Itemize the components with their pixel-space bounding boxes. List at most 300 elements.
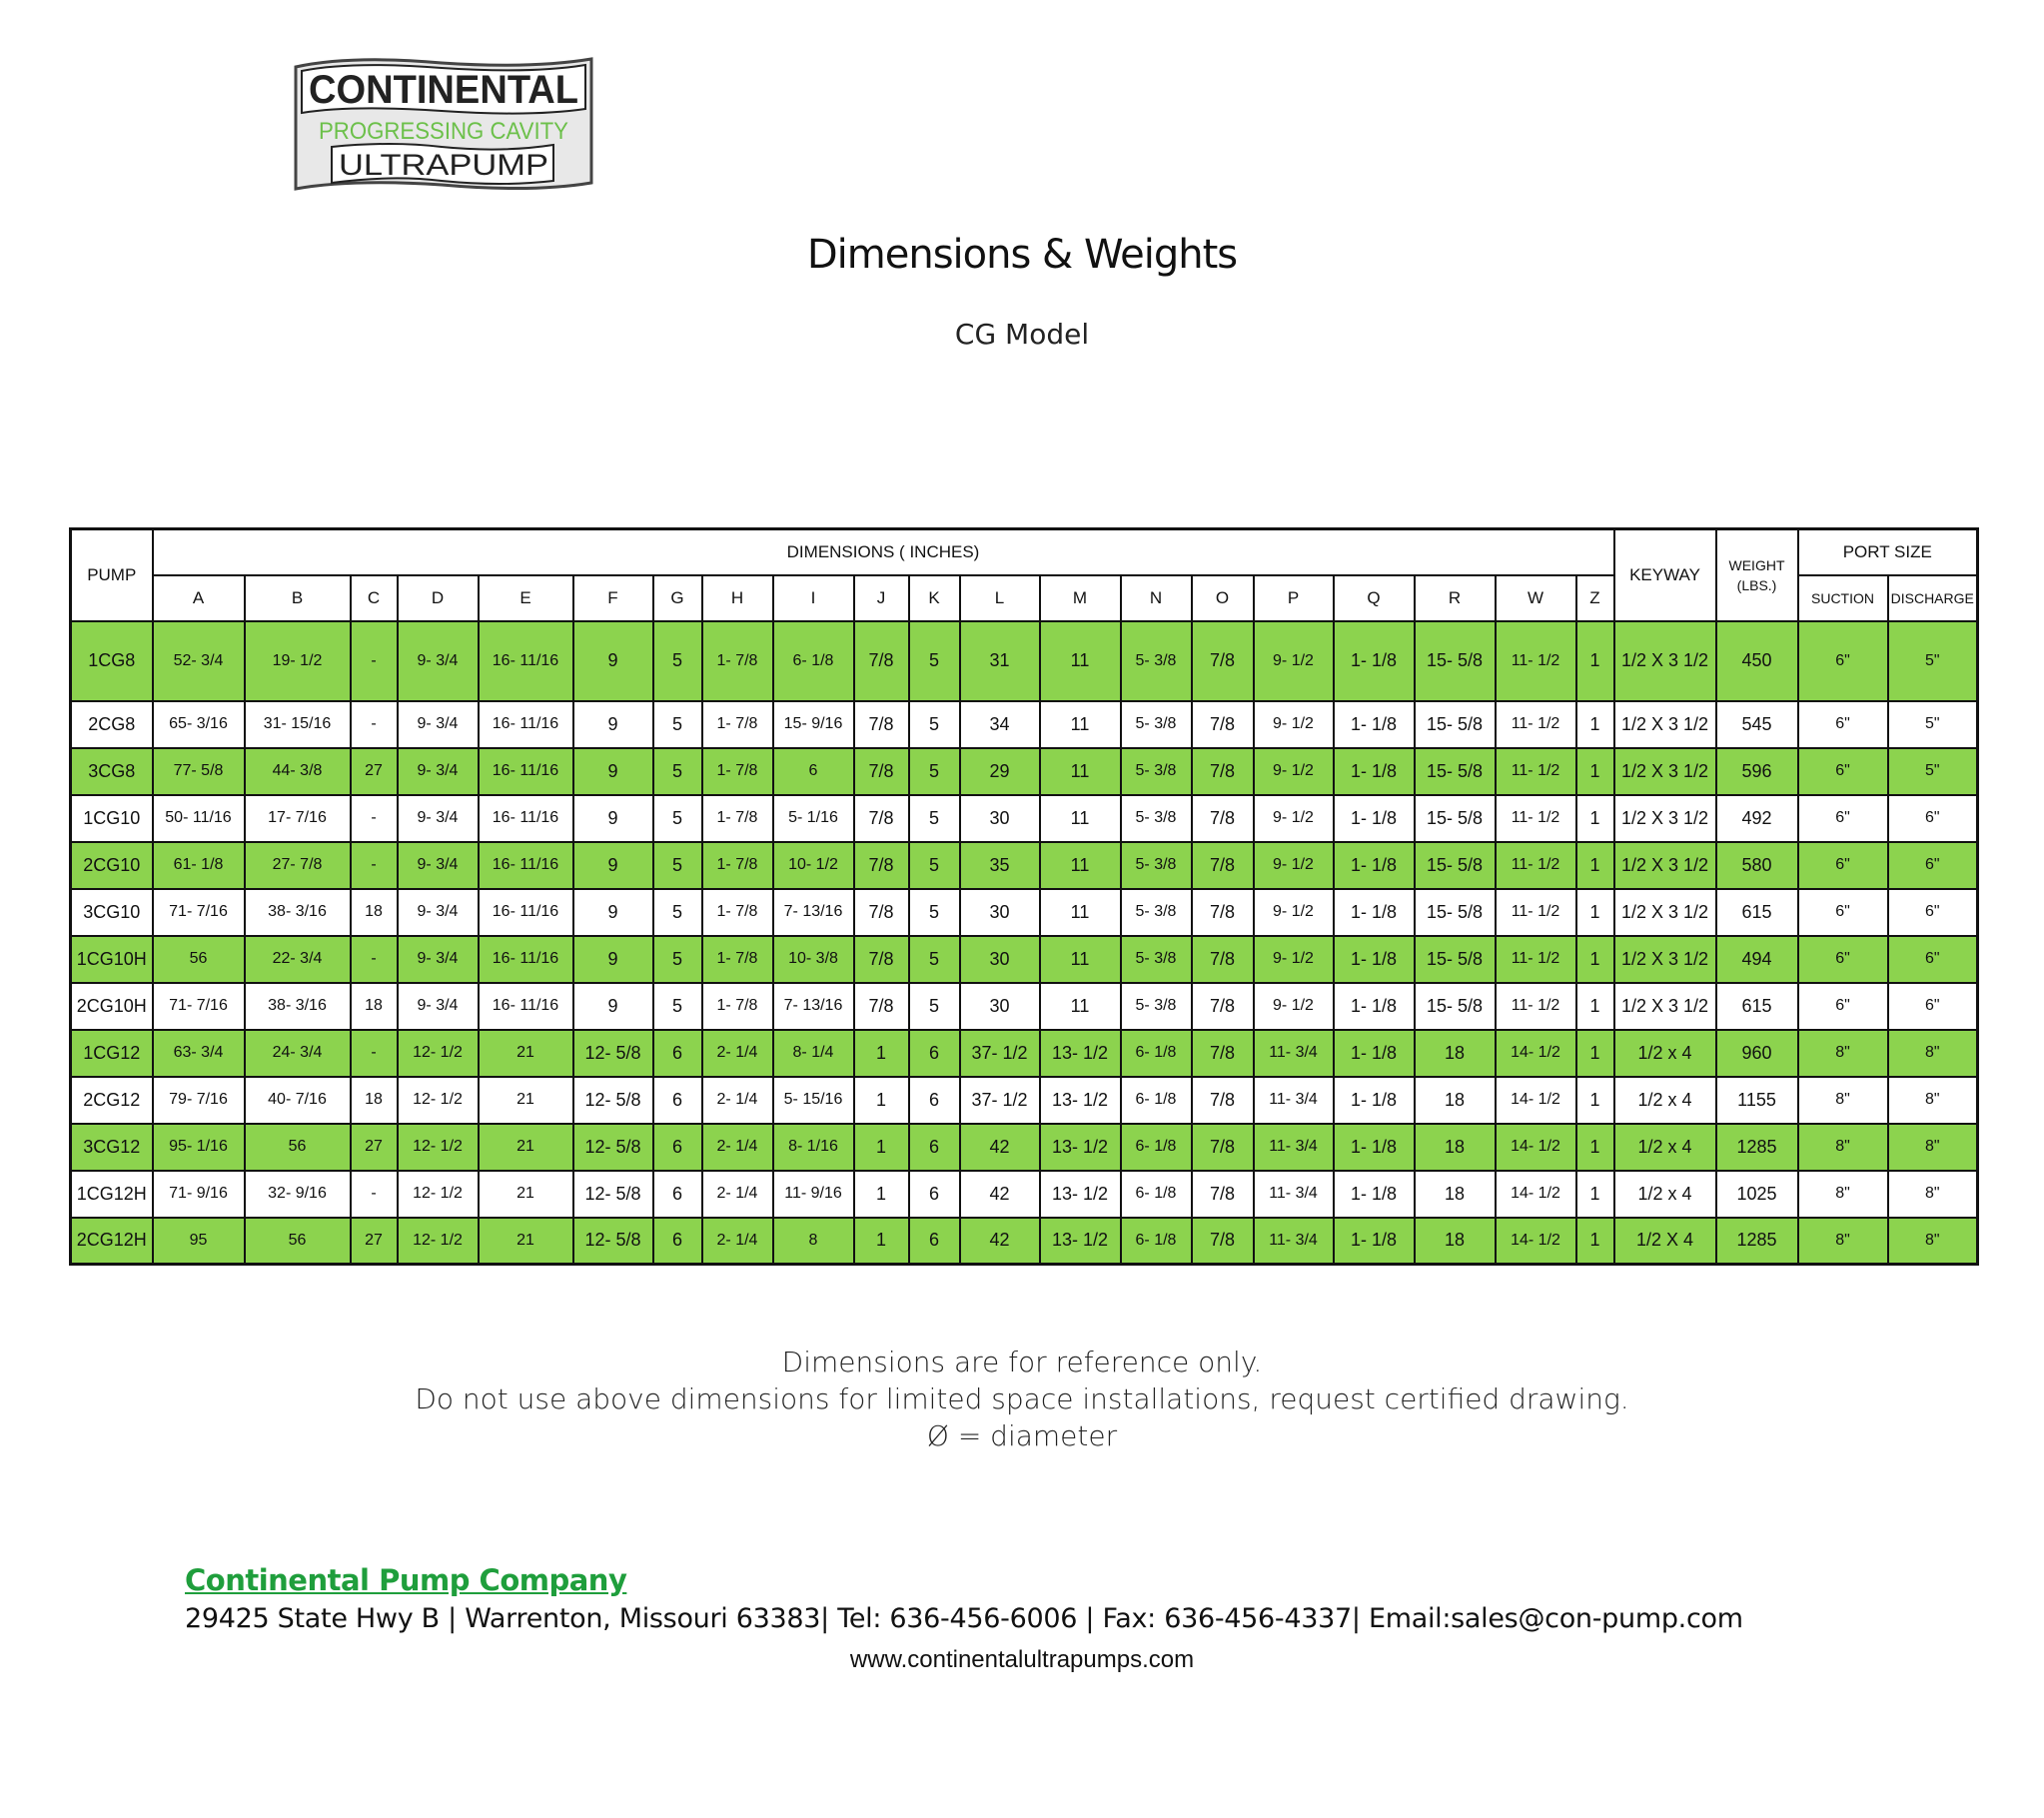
- table-cell: 13- 1/2: [1040, 1171, 1121, 1218]
- table-cell: 16- 11/16: [479, 889, 573, 936]
- table-cell: 10- 3/8: [773, 936, 854, 983]
- table-cell: 494: [1716, 936, 1798, 983]
- table-cell: 9- 3/4: [398, 889, 479, 936]
- table-cell: 9- 3/4: [398, 936, 479, 983]
- table-cell: 7/8: [854, 621, 909, 701]
- table-cell: 56: [245, 1124, 351, 1171]
- table-cell: 1- 7/8: [702, 889, 773, 936]
- table-cell: 27: [351, 748, 398, 795]
- table-cell: 1- 7/8: [702, 936, 773, 983]
- table-cell: 5: [653, 621, 702, 701]
- table-cell: 7/8: [1192, 936, 1254, 983]
- table-cell: 21: [479, 1124, 573, 1171]
- table-cell: 5: [653, 936, 702, 983]
- table-cell: 7/8: [1192, 889, 1254, 936]
- table-cell: 1- 1/8: [1334, 983, 1415, 1030]
- table-cell: 15- 5/8: [1415, 748, 1496, 795]
- table-cell: 1: [1576, 795, 1614, 842]
- table-cell: 11- 1/2: [1496, 795, 1576, 842]
- table-cell: 13- 1/2: [1040, 1077, 1121, 1124]
- page-title: Dimensions & Weights: [806, 232, 1238, 278]
- keyway-header: KEYWAY: [1614, 529, 1716, 621]
- table-cell: 6: [653, 1218, 702, 1265]
- table-cell: 1: [1576, 701, 1614, 748]
- table-cell: 1: [1576, 889, 1614, 936]
- table-cell: 7/8: [1192, 1077, 1254, 1124]
- website-link[interactable]: www.continentalultrapumps.com: [849, 1646, 1195, 1673]
- table-cell: -: [351, 1171, 398, 1218]
- table-cell: 11: [1040, 983, 1121, 1030]
- table-cell: 9: [573, 983, 653, 1030]
- table-cell: 6": [1888, 889, 1978, 936]
- table-cell: 38- 3/16: [245, 983, 351, 1030]
- pump-model-cell: 1CG12H: [71, 1171, 153, 1218]
- table-cell: 615: [1716, 983, 1798, 1030]
- table-cell: 71- 9/16: [153, 1171, 245, 1218]
- table-cell: 1- 1/8: [1334, 1124, 1415, 1171]
- table-cell: -: [351, 936, 398, 983]
- table-cell: 5: [909, 889, 960, 936]
- table-cell: 63- 3/4: [153, 1030, 245, 1077]
- pump-model-cell: 2CG10: [71, 842, 153, 889]
- table-cell: 11- 1/2: [1496, 983, 1576, 1030]
- pump-model-cell: 1CG12: [71, 1030, 153, 1077]
- table-cell: 1: [1576, 1030, 1614, 1077]
- note-line: Dimensions are for reference only.: [781, 1346, 1263, 1378]
- table-cell: 1/2 X 4: [1614, 1218, 1716, 1265]
- table-cell: 5": [1888, 748, 1978, 795]
- table-cell: 18: [1415, 1218, 1496, 1265]
- table-cell: 9: [573, 889, 653, 936]
- table-cell: 5: [909, 842, 960, 889]
- table-cell: 11: [1040, 842, 1121, 889]
- table-cell: 1- 1/8: [1334, 1218, 1415, 1265]
- table-row: [71, 1030, 1978, 1077]
- table-cell: 1: [1576, 1124, 1614, 1171]
- table-cell: 56: [245, 1218, 351, 1265]
- table-cell: 1/2 X 3 1/2: [1614, 983, 1716, 1030]
- table-cell: 1/2 x 4: [1614, 1171, 1716, 1218]
- table-cell: 1/2 x 4: [1614, 1124, 1716, 1171]
- table-cell: 1: [854, 1077, 909, 1124]
- col-header: R: [1415, 575, 1496, 621]
- table-cell: 15- 5/8: [1415, 936, 1496, 983]
- table-row: [71, 1077, 1978, 1124]
- table-cell: 7/8: [854, 842, 909, 889]
- table-cell: 6": [1798, 983, 1888, 1030]
- table-cell: 50- 11/16: [153, 795, 245, 842]
- table-cell: 71- 7/16: [153, 983, 245, 1030]
- pump-model-cell: 2CG10H: [71, 983, 153, 1030]
- note-line: Ø = diameter: [926, 1419, 1118, 1452]
- suction-header: SUCTION: [1798, 575, 1888, 621]
- table-cell: 9: [573, 748, 653, 795]
- table-cell: 5: [909, 795, 960, 842]
- table-cell: 24- 3/4: [245, 1030, 351, 1077]
- table-cell: 7- 13/16: [773, 889, 854, 936]
- table-row: [71, 936, 1978, 983]
- table-cell: 6: [653, 1030, 702, 1077]
- table-cell: 9- 3/4: [398, 748, 479, 795]
- table-cell: 40- 7/16: [245, 1077, 351, 1124]
- table-cell: 5- 3/8: [1121, 701, 1192, 748]
- table-cell: 12- 5/8: [573, 1171, 653, 1218]
- table-cell: 596: [1716, 748, 1798, 795]
- table-cell: 9- 1/2: [1254, 621, 1334, 701]
- table-cell: 5- 3/8: [1121, 983, 1192, 1030]
- table-row: [71, 842, 1978, 889]
- table-row: [71, 1171, 1978, 1218]
- table-cell: 13- 1/2: [1040, 1030, 1121, 1077]
- table-cell: 1- 7/8: [702, 701, 773, 748]
- table-cell: 9- 1/2: [1254, 983, 1334, 1030]
- table-row: [71, 889, 1978, 936]
- table-cell: 9- 1/2: [1254, 701, 1334, 748]
- table-cell: 7/8: [1192, 748, 1254, 795]
- table-cell: 8": [1888, 1030, 1978, 1077]
- table-cell: 11- 1/2: [1496, 701, 1576, 748]
- table-cell: 35: [960, 842, 1040, 889]
- table-cell: 5: [653, 748, 702, 795]
- table-cell: 22- 3/4: [245, 936, 351, 983]
- table-cell: 12- 5/8: [573, 1124, 653, 1171]
- table-row: [71, 748, 1978, 795]
- table-cell: 9- 3/4: [398, 795, 479, 842]
- table-cell: 6": [1798, 889, 1888, 936]
- table-cell: 9- 1/2: [1254, 842, 1334, 889]
- table-cell: 9- 3/4: [398, 983, 479, 1030]
- table-cell: -: [351, 842, 398, 889]
- table-cell: 42: [960, 1218, 1040, 1265]
- table-cell: 8- 1/4: [773, 1030, 854, 1077]
- table-cell: 95- 1/16: [153, 1124, 245, 1171]
- table-cell: 1- 1/8: [1334, 1171, 1415, 1218]
- table-cell: 31- 15/16: [245, 701, 351, 748]
- table-cell: 15- 5/8: [1415, 842, 1496, 889]
- table-cell: 9- 3/4: [398, 621, 479, 701]
- pump-model-cell: 1CG8: [71, 621, 153, 701]
- table-cell: 30: [960, 983, 1040, 1030]
- table-cell: 2- 1/4: [702, 1218, 773, 1265]
- table-cell: 30: [960, 795, 1040, 842]
- table-cell: 9: [573, 621, 653, 701]
- table-cell: 7/8: [854, 983, 909, 1030]
- table-cell: 7/8: [1192, 983, 1254, 1030]
- table-cell: 1: [1576, 748, 1614, 795]
- table-cell: 5: [653, 795, 702, 842]
- table-cell: 10- 1/2: [773, 842, 854, 889]
- col-header: F: [573, 575, 653, 621]
- table-cell: 1: [854, 1030, 909, 1077]
- table-cell: 8": [1888, 1218, 1978, 1265]
- table-cell: 7/8: [1192, 1124, 1254, 1171]
- dimensions-table: [69, 527, 1979, 1266]
- table-cell: 450: [1716, 621, 1798, 701]
- table-cell: 34: [960, 701, 1040, 748]
- company-address: 29425 State Hwy B | Warrenton, Missouri 63383| Tel: 636-456-6006 | Fax: 636-456-4337| Email:sales@con-pump.com: [185, 1603, 1743, 1634]
- table-cell: 14- 1/2: [1496, 1218, 1576, 1265]
- table-cell: 615: [1716, 889, 1798, 936]
- table-cell: 1285: [1716, 1124, 1798, 1171]
- pump-model-cell: 2CG12: [71, 1077, 153, 1124]
- table-cell: 5- 15/16: [773, 1077, 854, 1124]
- table-cell: 11- 3/4: [1254, 1124, 1334, 1171]
- table-cell: 15- 5/8: [1415, 621, 1496, 701]
- table-cell: 1/2 X 3 1/2: [1614, 701, 1716, 748]
- table-cell: 37- 1/2: [960, 1077, 1040, 1124]
- table-cell: 1: [1576, 1171, 1614, 1218]
- table-cell: 6: [909, 1124, 960, 1171]
- col-header: W: [1496, 575, 1576, 621]
- table-cell: 12- 5/8: [573, 1077, 653, 1124]
- table-cell: 8": [1798, 1218, 1888, 1265]
- page-subtitle: CG Model: [954, 318, 1090, 351]
- table-cell: 7/8: [1192, 842, 1254, 889]
- table-cell: 77- 5/8: [153, 748, 245, 795]
- table-cell: 6: [909, 1030, 960, 1077]
- table-row: [71, 701, 1978, 748]
- table-cell: 9: [573, 842, 653, 889]
- continental-logo: [292, 55, 597, 195]
- table-cell: 1- 7/8: [702, 983, 773, 1030]
- table-cell: 6: [653, 1077, 702, 1124]
- table-cell: 19- 1/2: [245, 621, 351, 701]
- col-header: B: [245, 575, 351, 621]
- table-cell: 27: [351, 1218, 398, 1265]
- table-cell: 31: [960, 621, 1040, 701]
- table-cell: 11- 3/4: [1254, 1171, 1334, 1218]
- table-cell: 6": [1798, 842, 1888, 889]
- table-cell: 42: [960, 1124, 1040, 1171]
- table-cell: 12- 1/2: [398, 1124, 479, 1171]
- table-cell: 6- 1/8: [773, 621, 854, 701]
- table-cell: 5- 3/8: [1121, 621, 1192, 701]
- col-header: I: [773, 575, 854, 621]
- table-cell: 5: [909, 936, 960, 983]
- table-cell: 9- 1/2: [1254, 795, 1334, 842]
- table-cell: 11- 3/4: [1254, 1077, 1334, 1124]
- table-cell: 1/2 X 3 1/2: [1614, 889, 1716, 936]
- discharge-header: DISCHARGE: [1888, 575, 1978, 621]
- table-cell: 15- 5/8: [1415, 983, 1496, 1030]
- col-header: L: [960, 575, 1040, 621]
- table-cell: 7/8: [1192, 701, 1254, 748]
- table-cell: 1: [1576, 936, 1614, 983]
- table-cell: 1: [1576, 983, 1614, 1030]
- table-cell: 21: [479, 1030, 573, 1077]
- table-cell: 56: [153, 936, 245, 983]
- col-header: N: [1121, 575, 1192, 621]
- col-header: E: [479, 575, 573, 621]
- table-cell: 9- 1/2: [1254, 889, 1334, 936]
- table-cell: 6: [773, 748, 854, 795]
- table-cell: 5: [653, 842, 702, 889]
- table-cell: 15- 5/8: [1415, 701, 1496, 748]
- table-cell: 7/8: [1192, 1218, 1254, 1265]
- table-cell: 11- 9/16: [773, 1171, 854, 1218]
- table-cell: 5: [653, 983, 702, 1030]
- table-cell: 9- 3/4: [398, 701, 479, 748]
- table-cell: 8": [1798, 1030, 1888, 1077]
- pump-model-cell: 1CG10: [71, 795, 153, 842]
- pump-model-cell: 3CG8: [71, 748, 153, 795]
- table-cell: 1/2 X 3 1/2: [1614, 842, 1716, 889]
- table-cell: 960: [1716, 1030, 1798, 1077]
- table-cell: 17- 7/16: [245, 795, 351, 842]
- table-cell: 14- 1/2: [1496, 1077, 1576, 1124]
- company-name-link[interactable]: Continental Pump Company: [185, 1563, 627, 1597]
- table-cell: 11: [1040, 889, 1121, 936]
- table-cell: 16- 11/16: [479, 748, 573, 795]
- table-cell: 7/8: [1192, 1030, 1254, 1077]
- table-cell: 18: [351, 1077, 398, 1124]
- table-cell: 5": [1888, 621, 1978, 701]
- table-cell: 492: [1716, 795, 1798, 842]
- table-cell: 6: [909, 1218, 960, 1265]
- pump-model-cell: 2CG8: [71, 701, 153, 748]
- table-cell: 21: [479, 1171, 573, 1218]
- table-row: [71, 621, 1978, 701]
- table-cell: 7/8: [854, 936, 909, 983]
- table-cell: 7/8: [854, 748, 909, 795]
- table-cell: 9: [573, 936, 653, 983]
- table-cell: 1- 1/8: [1334, 748, 1415, 795]
- table-cell: 5- 3/8: [1121, 936, 1192, 983]
- table-cell: 18: [351, 983, 398, 1030]
- table-cell: 6- 1/8: [1121, 1124, 1192, 1171]
- table-cell: 5- 3/8: [1121, 795, 1192, 842]
- table-cell: 11: [1040, 701, 1121, 748]
- table-cell: 1/2 X 3 1/2: [1614, 621, 1716, 701]
- table-cell: 2- 1/4: [702, 1077, 773, 1124]
- table-cell: 30: [960, 936, 1040, 983]
- table-cell: 9- 1/2: [1254, 748, 1334, 795]
- table-cell: 6- 1/8: [1121, 1030, 1192, 1077]
- pump-model-cell: 2CG12H: [71, 1218, 153, 1265]
- table-cell: 1- 7/8: [702, 621, 773, 701]
- table-cell: 6": [1888, 936, 1978, 983]
- col-header: Q: [1334, 575, 1415, 621]
- table-cell: 18: [1415, 1124, 1496, 1171]
- table-cell: 8": [1798, 1171, 1888, 1218]
- table-cell: 52- 3/4: [153, 621, 245, 701]
- table-cell: 1: [854, 1124, 909, 1171]
- table-cell: 1- 1/8: [1334, 936, 1415, 983]
- table-cell: 7/8: [1192, 621, 1254, 701]
- table-cell: 1- 1/8: [1334, 1030, 1415, 1077]
- table-row: [71, 795, 1978, 842]
- table-cell: 1: [1576, 1218, 1614, 1265]
- table-cell: 5- 1/16: [773, 795, 854, 842]
- table-cell: 1: [854, 1171, 909, 1218]
- table-cell: 16- 11/16: [479, 983, 573, 1030]
- col-header: J: [854, 575, 909, 621]
- table-cell: 5: [653, 701, 702, 748]
- table-row: [71, 1218, 1978, 1265]
- table-cell: 5: [909, 983, 960, 1030]
- table-cell: 12- 1/2: [398, 1077, 479, 1124]
- table-cell: 7/8: [854, 701, 909, 748]
- table-cell: 1- 7/8: [702, 795, 773, 842]
- col-header: G: [653, 575, 702, 621]
- table-cell: 16- 11/16: [479, 842, 573, 889]
- table-cell: 1- 7/8: [702, 842, 773, 889]
- table-cell: 5: [909, 748, 960, 795]
- table-cell: 11- 1/2: [1496, 748, 1576, 795]
- table-cell: 71- 7/16: [153, 889, 245, 936]
- table-cell: 11: [1040, 795, 1121, 842]
- table-cell: 1/2 x 4: [1614, 1030, 1716, 1077]
- table-cell: 6": [1798, 621, 1888, 701]
- table-cell: 1/2 X 3 1/2: [1614, 936, 1716, 983]
- table-cell: 15- 5/8: [1415, 889, 1496, 936]
- table-body: [71, 621, 1978, 1265]
- table-cell: 5: [909, 621, 960, 701]
- table-cell: 1- 1/8: [1334, 795, 1415, 842]
- table-cell: 7/8: [1192, 795, 1254, 842]
- table-cell: 12- 5/8: [573, 1030, 653, 1077]
- table-cell: -: [351, 1030, 398, 1077]
- table-cell: 13- 1/2: [1040, 1218, 1121, 1265]
- table-cell: 1/2 X 3 1/2: [1614, 748, 1716, 795]
- logo-line3: ULTRAPUMP: [339, 149, 548, 182]
- logo-line1: CONTINENTAL: [309, 68, 578, 112]
- table-cell: 7/8: [854, 795, 909, 842]
- table-cell: 29: [960, 748, 1040, 795]
- table-cell: 7/8: [1192, 1171, 1254, 1218]
- table-cell: 6": [1888, 795, 1978, 842]
- table-cell: 16- 11/16: [479, 621, 573, 701]
- table-cell: 44- 3/8: [245, 748, 351, 795]
- table-cell: 11: [1040, 621, 1121, 701]
- table-cell: 6": [1798, 748, 1888, 795]
- table-cell: 1- 1/8: [1334, 1077, 1415, 1124]
- table-cell: 14- 1/2: [1496, 1171, 1576, 1218]
- table-cell: 21: [479, 1077, 573, 1124]
- table-cell: 6- 1/8: [1121, 1077, 1192, 1124]
- table-cell: 9- 1/2: [1254, 936, 1334, 983]
- pump-model-cell: 1CG10H: [71, 936, 153, 983]
- table-cell: 18: [1415, 1171, 1496, 1218]
- table-cell: 12- 5/8: [573, 1218, 653, 1265]
- note-line: Do not use above dimensions for limited space installations, request certified drawing.: [415, 1382, 1629, 1415]
- table-cell: 27- 7/8: [245, 842, 351, 889]
- table-cell: 1: [1576, 621, 1614, 701]
- table-cell: 8": [1798, 1077, 1888, 1124]
- port-size-header: PORT SIZE: [1798, 529, 1978, 575]
- table-cell: 11- 3/4: [1254, 1218, 1334, 1265]
- table-cell: 8": [1888, 1077, 1978, 1124]
- table-cell: 6- 1/8: [1121, 1218, 1192, 1265]
- table-cell: 18: [351, 889, 398, 936]
- table-cell: 38- 3/16: [245, 889, 351, 936]
- table-cell: 1/2 X 3 1/2: [1614, 795, 1716, 842]
- logo-line2: PROGRESSING CAVITY: [319, 118, 568, 145]
- table-cell: 2- 1/4: [702, 1124, 773, 1171]
- col-header: K: [909, 575, 960, 621]
- table-cell: 27: [351, 1124, 398, 1171]
- table-cell: 14- 1/2: [1496, 1030, 1576, 1077]
- table-cell: 6- 1/8: [1121, 1171, 1192, 1218]
- table-cell: 9- 3/4: [398, 842, 479, 889]
- table-cell: 18: [1415, 1030, 1496, 1077]
- table-cell: 95: [153, 1218, 245, 1265]
- table-cell: 21: [479, 1218, 573, 1265]
- table-cell: 6: [653, 1124, 702, 1171]
- table-cell: 42: [960, 1171, 1040, 1218]
- table-cell: 32- 9/16: [245, 1171, 351, 1218]
- table-cell: 9: [573, 701, 653, 748]
